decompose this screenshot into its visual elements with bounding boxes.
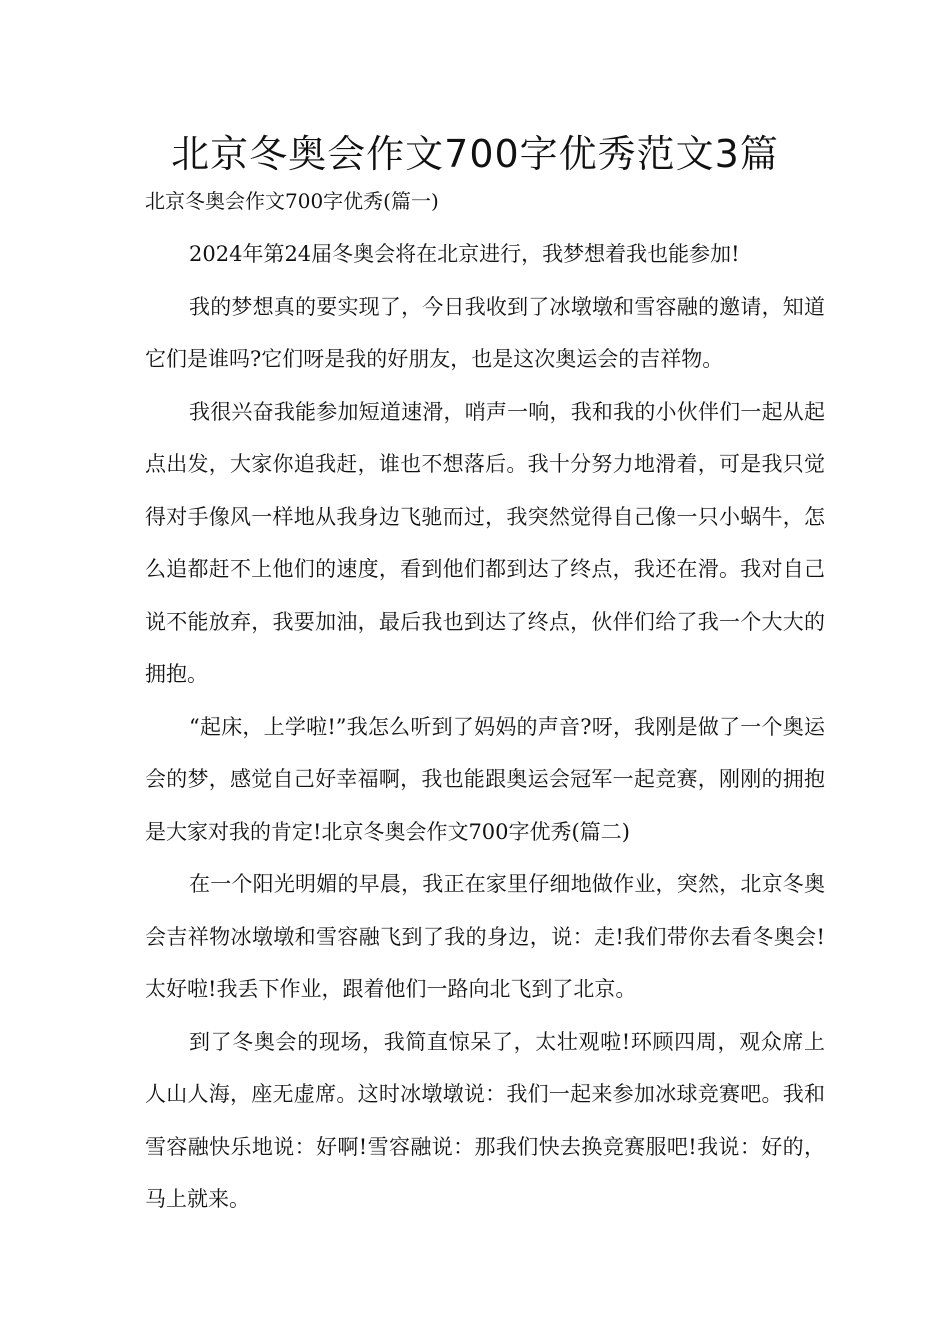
paragraph: 到了冬奥会的现场，我简直惊呆了，太壮观啦!环顾四周，观众席上人山人海，座无虚席。这时冰墩墩说：我们一起来参加冰球竞赛吧。我和雪容融快乐地说：好啊!雪容融说：那我们快去换竞赛服吧!我说：好的，马上就来。 (145, 1029, 825, 1211)
paragraph: “起床，上学啦!”我怎么听到了妈妈的声音?呀，我刚是做了一个奥运会的梦，感觉自己好幸福啊，我也能跟奥运会冠军一起竞赛，刚刚的拥抱是大家对我的肯定!北京冬奥会作文700字优秀(篇二) (145, 714, 825, 844)
document-title: 北京冬奥会作文700字优秀范文3篇 (171, 132, 779, 176)
paragraph: 我的梦想真的要实现了，今日我收到了冰墩墩和雪容融的邀请，知道它们是谁吗?它们呀是我的好朋友，也是这次奥运会的吉祥物。 (145, 294, 825, 371)
paragraph: 2024年第24届冬奥会将在北京进行，我梦想着我也能参加! (189, 242, 740, 266)
section-heading: 北京冬奥会作文700字优秀(篇一) (145, 189, 439, 213)
document-body (145, 228, 825, 1226)
paragraph: 在一个阳光明媚的早晨，我正在家里仔细地做作业，突然，北京冬奥会吉祥物冰墩墩和雪容融飞到了我的身边，说：走!我们带你去看冬奥会!太好啦!我丢下作业，跟着他们一路向北飞到了北京。 (145, 872, 825, 1001)
paragraph: 我很兴奋我能参加短道速滑，哨声一响，我和我的小伙伴们一起从起点出发，大家你追我赶，谁也不想落后。我十分努力地滑着，可是我只觉得对手像风一样地从我身边飞驰而过，我突然觉得自己像一只小蜗牛，怎么追都赶不上他们的速度，看到他们都到达了终点，我还在滑。我对自己说不能放弃，我要加油，最后我也到达了终点，伙伴们给了我一个大大的拥抱。 (145, 399, 825, 686)
